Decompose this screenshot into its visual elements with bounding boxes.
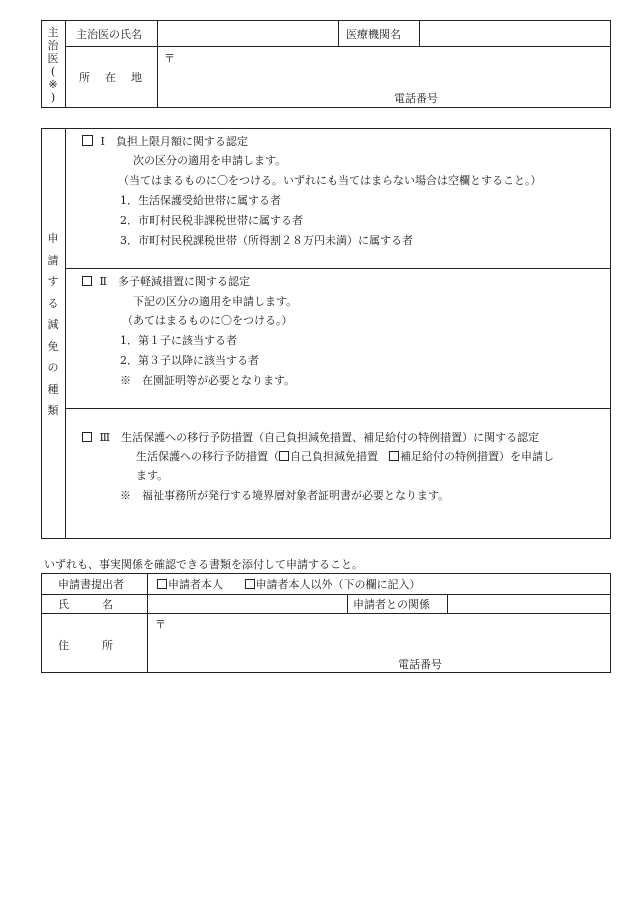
divider — [338, 20, 339, 46]
divider — [41, 613, 611, 614]
section3-line1 — [136, 450, 554, 463]
divider — [419, 20, 420, 46]
section1-item-3[interactable]: 3．市町村民税課税世帯（所得割２８万円未満）に属する者 — [120, 234, 413, 247]
reduction-side-char: 免 — [47, 339, 59, 353]
section1-checkbox[interactable] — [82, 135, 93, 146]
physician-side-char: ※ — [48, 78, 58, 91]
section3-checkbox[interactable] — [82, 432, 92, 442]
supplementary-benefit-checkbox[interactable] — [389, 451, 399, 461]
self-option-label: 申請者本人 — [168, 578, 223, 591]
reduction-side-char: る — [47, 296, 59, 310]
physician-side-char: 医 — [47, 52, 59, 65]
divider — [347, 594, 348, 613]
physician-side-char: ( — [50, 65, 56, 78]
attachment-notice: いずれも、事実関係を確認できる書類を添付して申請すること。 — [44, 558, 363, 571]
physician-side-label — [42, 26, 64, 104]
section2-title-text: Ⅱ 多子軽減措置に関する認定 — [99, 275, 250, 288]
section1-item-1[interactable]: 1．生活保護受給世帯に属する者 — [120, 194, 281, 207]
supplementary-benefit-option: 補足給付の特例措置）を申請し — [400, 450, 554, 463]
section2-checkbox[interactable] — [82, 276, 92, 286]
section2-title — [82, 275, 250, 288]
reduction-side-char: の — [47, 361, 59, 374]
applicant-address-label: 住 所 — [58, 639, 113, 652]
reduction-side-char: 請 — [47, 253, 59, 267]
self-checkbox[interactable] — [157, 579, 167, 589]
reduction-side-char: 類 — [47, 404, 59, 417]
applicant-postal-mark: 〒 — [155, 618, 166, 631]
section3-title-text: Ⅲ 生活保護への移行予防措置（自己負担減免措置、補足給付の特例措置）に関する認定 — [99, 431, 540, 444]
divider — [65, 46, 611, 47]
section1-line2: （当てはまるものに〇をつける。いずれにも当てはまらない場合は空欄とすること。） — [118, 174, 542, 187]
physician-address-field[interactable] — [180, 52, 600, 92]
physician-phone-label: 電話番号 — [394, 92, 438, 105]
section1-item-2[interactable]: 2．市町村民税非課税世帯に属する者 — [120, 214, 303, 227]
reduction-side-char: 種 — [47, 382, 59, 396]
reduction-side-char: 申 — [47, 232, 59, 245]
section1-line1: 次の区分の適用を申請します。 — [133, 154, 287, 167]
divider — [65, 408, 611, 409]
physician-name-field[interactable] — [162, 28, 332, 42]
divider — [41, 594, 611, 595]
applicant-phone-label: 電話番号 — [398, 658, 442, 671]
other-option-label: 申請者本人以外（下の欄に記入） — [255, 578, 421, 591]
section1-title — [82, 135, 248, 148]
applicant-name-field[interactable] — [152, 598, 342, 611]
divider — [65, 268, 611, 269]
relation-field[interactable] — [452, 598, 606, 611]
location-label: 所 在 地 — [79, 71, 144, 84]
divider — [447, 594, 448, 613]
applicant-address-field[interactable] — [170, 618, 600, 656]
section2-note: ※ 在園証明等が必要となります。 — [120, 374, 296, 387]
section2-item-2[interactable]: 2．第３子以降に該当する者 — [120, 354, 259, 367]
self-burden-option: 自己負担減免措置 — [290, 450, 389, 463]
physician-name-label: 主治医の氏名 — [76, 28, 142, 41]
reduction-side-char: す — [47, 275, 59, 288]
section2-item-1[interactable]: 1．第１子に該当する者 — [120, 334, 237, 347]
divider — [65, 20, 66, 108]
other-checkbox[interactable] — [245, 579, 255, 589]
postal-mark: 〒 — [164, 52, 175, 65]
reduction-side-label — [42, 228, 64, 422]
reduction-side-char: 減 — [47, 318, 59, 331]
applicant-name-label: 氏 名 — [58, 598, 113, 611]
submitter-label: 申請書提出者 — [58, 578, 124, 591]
institution-label: 医療機関名 — [346, 28, 401, 41]
section3-line1-text: 生活保護への移行予防措置（ — [136, 450, 279, 463]
submitter-options — [157, 578, 421, 591]
section1-title-text: Ⅰ 負担上限月額に関する認定 — [100, 135, 248, 148]
divider — [65, 128, 66, 539]
section2-line2: （あてはまるものに〇をつける。） — [122, 314, 293, 327]
relation-label: 申請者との関係 — [353, 598, 430, 611]
physician-side-char: ) — [50, 91, 56, 104]
divider — [147, 573, 148, 673]
self-burden-checkbox[interactable] — [279, 451, 289, 461]
section3-note: ※ 福祉事務所が発行する境界層対象者証明書が必要となります。 — [120, 489, 450, 502]
physician-side-char: 治 — [47, 39, 59, 52]
section2-line1: 下記の区分の適用を申請します。 — [133, 295, 298, 308]
section3-title — [82, 431, 539, 444]
section3-line2: ます。 — [136, 469, 169, 482]
physician-side-char: 主 — [47, 26, 59, 39]
divider — [157, 20, 158, 108]
institution-field[interactable] — [424, 28, 604, 42]
